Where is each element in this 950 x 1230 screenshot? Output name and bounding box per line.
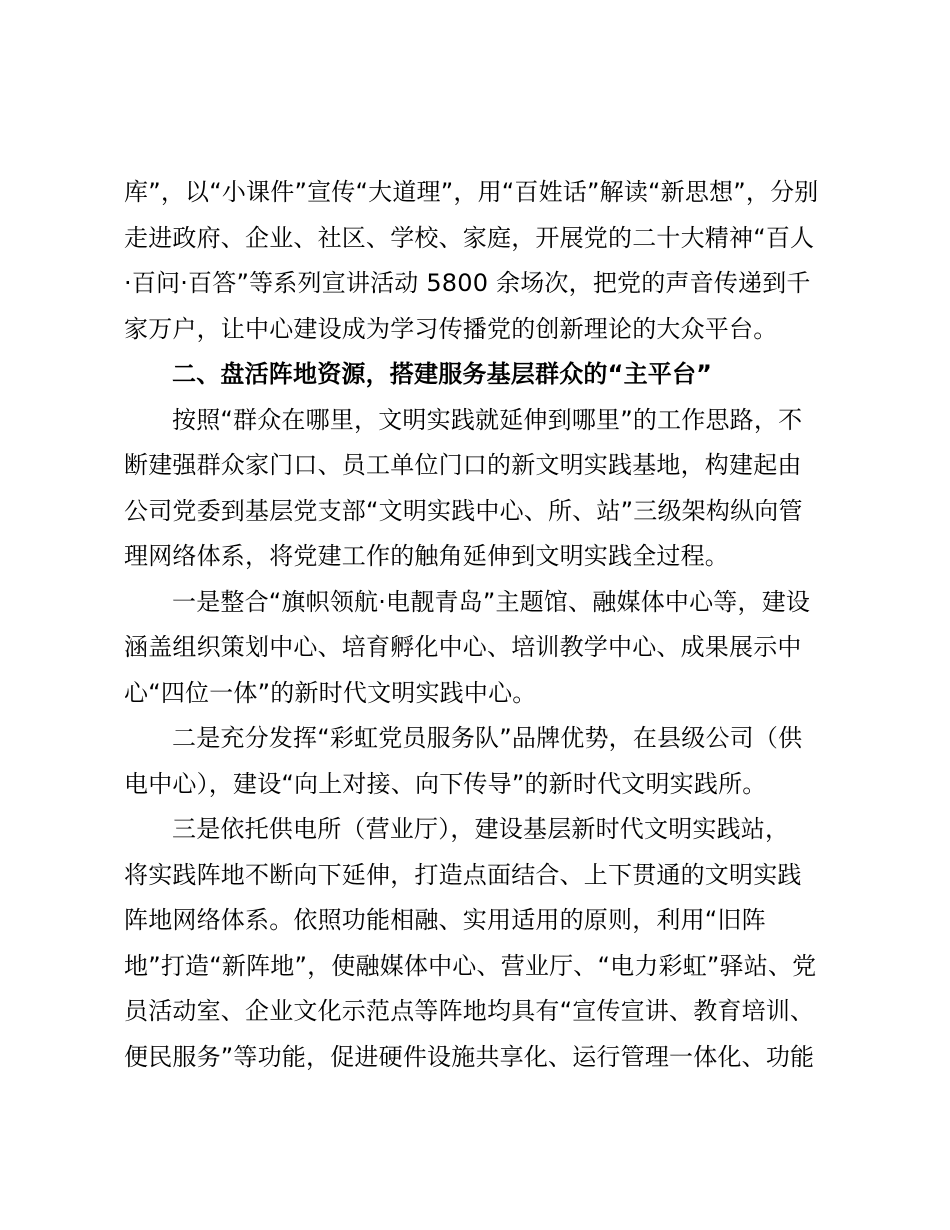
text-line: 走进政府、企业、社区、学校、家庭，开展党的二十大精神“百人 — [124, 223, 815, 252]
text-line: 阵地网络体系。依照功能相融、实用适用的原则，利用“旧阵 — [124, 906, 766, 934]
text-line: 家万户，让中心建设成为学习传播党的创新理论的大众平台。 — [124, 314, 778, 343]
text-line: 库”，以“小课件”宣传“大道理”，用“百姓话”解读“新思想”，分别 — [124, 178, 819, 206]
text-line: 理网络体系，将党建工作的触角延伸到文明实践全过程。 — [124, 542, 729, 570]
text-line: 将实践阵地不断向下延伸，打造点面结合、上下贯通的文明实践 — [124, 860, 802, 889]
text-line: 电中心），建设“向上对接、向下传导”的新时代文明实践所。 — [124, 769, 767, 798]
text-line: 一是整合“旗帜领航·电靓青岛”主题馆、融媒体中心等，建设 — [172, 587, 811, 616]
text-line: 员活动室、企业文化示范点等阵地均具有“宣传宣讲、教育培训、 — [124, 997, 815, 1025]
text-line: 二是充分发挥“彩虹党员服务队”品牌优势，在县级公司（供 — [172, 724, 803, 752]
text-line: 便民服务”等功能，促进硬件设施共享化、运行管理一体化、功能 — [124, 1042, 815, 1071]
text-line: 按照“群众在哪里，文明实践就延伸到哪里”的工作思路，不 — [172, 405, 803, 434]
section-heading: 二、盘活阵地资源，搭建服务基层群众的“主平台” — [172, 360, 713, 388]
text-line: 断建强群众家门口、员工单位门口的新文明实践基地，构建起由 — [124, 451, 802, 479]
text-line: 地”打造“新阵地”，使融媒体中心、营业厅、“电力彩虹”驿站、党 — [124, 951, 817, 980]
text-line: 公司党委到基层党支部“文明实践中心、所、站”三级架构纵向管 — [124, 496, 803, 525]
text-line: 涵盖组织策划中心、培育孵化中心、培训教学中心、成果展示中 — [124, 633, 802, 661]
text-line: 三是依托供电所（营业厅），建设基层新时代文明实践站， — [172, 815, 790, 843]
text-line: ·百问·百答”等系列宣讲活动 5800 余场次，把党的声音传递到千 — [124, 269, 811, 297]
document-body — [124, 170, 836, 1080]
text-line: 心“四位一体”的新时代文明实践中心。 — [124, 678, 537, 707]
